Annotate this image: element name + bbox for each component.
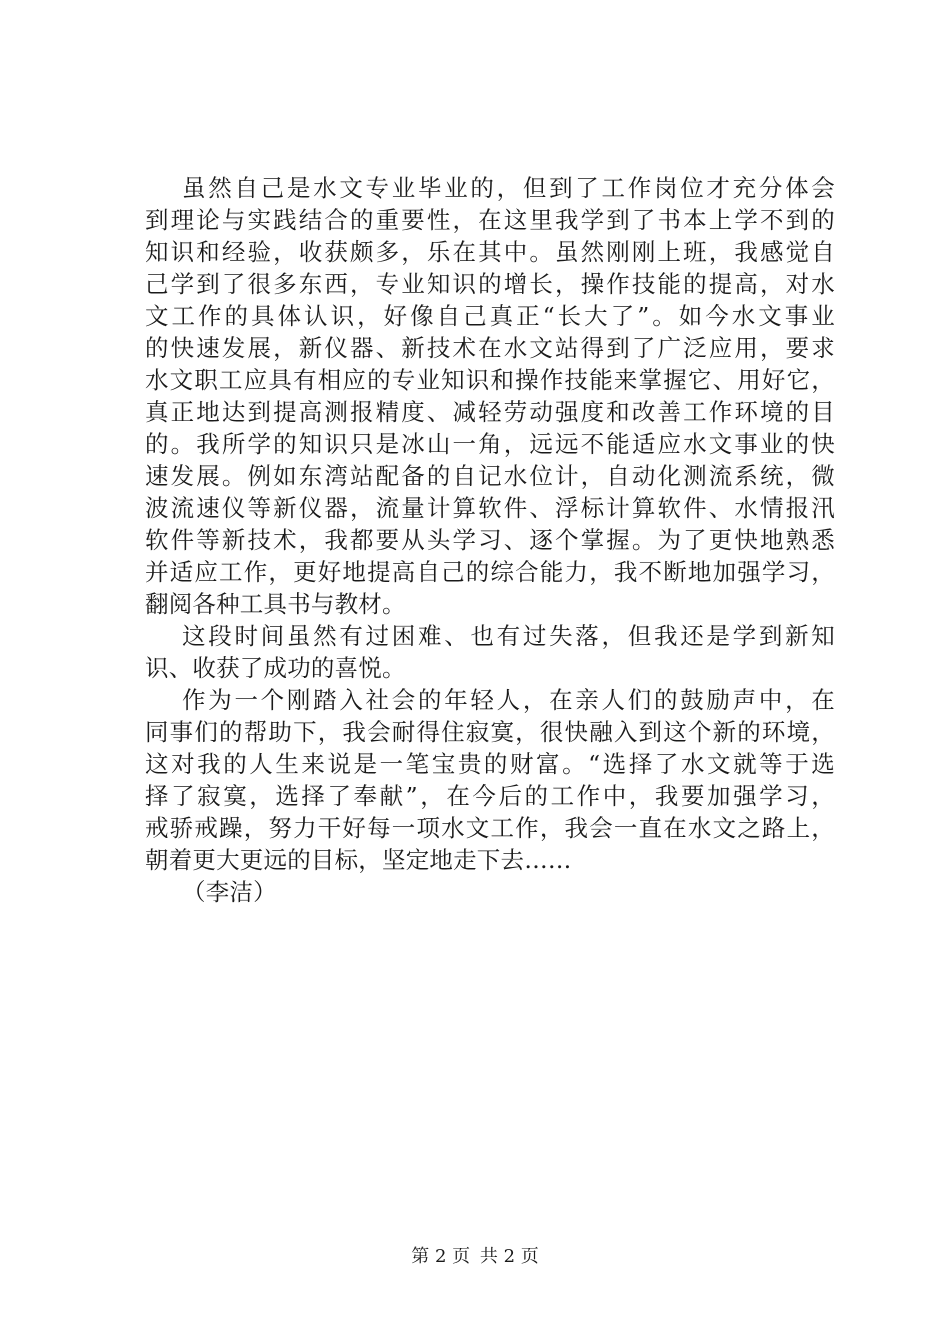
paragraph-3-line-1: 作为一个刚踏入社会的年轻人，在亲人们的鼓励声中，在 — [182, 686, 835, 714]
paragraph-1-line-12: 软件等新技术，我都要从头学习、逐个掌握。为了更快地熟悉 — [145, 526, 835, 554]
paragraph-1-line-4: 己学到了很多东西，专业知识的增长，操作技能的提高，对水 — [145, 270, 835, 298]
paragraph-2-line-1: 这段时间虽然有过困难、也有过失落，但我还是学到新知 — [182, 622, 835, 650]
paragraph-1-line-2: 到理论与实践结合的重要性，在这里我学到了书本上学不到的 — [145, 206, 835, 234]
paragraph-1-line-3: 知识和经验，收获颇多，乐在其中。虽然刚刚上班，我感觉自 — [145, 238, 835, 266]
paragraph-1-line-8: 真正地达到提高测报精度、减轻劳动强度和改善工作环境的目 — [145, 398, 835, 426]
paragraph-3-line-6: 朝着更大更远的目标，坚定地走下去…… — [145, 846, 572, 874]
paragraph-3-line-2: 同事们的帮助下，我会耐得住寂寞，很快融入到这个新的环境， — [145, 718, 835, 746]
paragraph-1-line-9: 的。我所学的知识只是冰山一角，远远不能适应水文事业的快 — [145, 430, 835, 458]
paragraph-1-line-5: 文工作的具体认识，好像自己真正“长大了”。如今水文事业 — [145, 302, 835, 330]
paragraph-3-line-4: 择了寂寞，选择了奉献”，在今后的工作中，我要加强学习， — [145, 782, 835, 810]
paragraph-1-line-7: 水文职工应具有相应的专业知识和操作技能来掌握它、用好它， — [145, 366, 835, 394]
paragraph-1-line-6: 的快速发展，新仪器、新技术在水文站得到了广泛应用，要求 — [145, 334, 835, 362]
page-total-label: 共 2 页 — [479, 1246, 539, 1267]
author-signature: （李洁） — [182, 878, 277, 906]
paragraph-1-line-10: 速发展。例如东湾站配备的自记水位计，自动化测流系统，微 — [145, 462, 835, 490]
paragraph-2-line-2: 识、收获了成功的喜悦。 — [145, 654, 406, 682]
paragraph-3-line-3: 这对我的人生来说是一笔宝贵的财富。“选择了水文就等于选 — [145, 750, 835, 778]
paragraph-1-line-13: 并适应工作，更好地提高自己的综合能力，我不断地加强学习， — [145, 558, 835, 586]
paragraph-1-line-1: 虽然自己是水文专业毕业的，但到了工作岗位才充分体会 — [182, 174, 835, 202]
paragraph-1-line-11: 波流速仪等新仪器，流量计算软件、浮标计算软件、水情报汛 — [145, 494, 835, 522]
page-number-label: 第 2 页 — [411, 1246, 471, 1267]
document-body — [145, 172, 835, 908]
page-footer — [0, 1245, 950, 1269]
paragraph-1-line-14: 翻阅各种工具书与教材。 — [145, 590, 406, 618]
paragraph-3-line-5: 戒骄戒躁，努力干好每一项水文工作，我会一直在水文之路上， — [145, 814, 835, 842]
